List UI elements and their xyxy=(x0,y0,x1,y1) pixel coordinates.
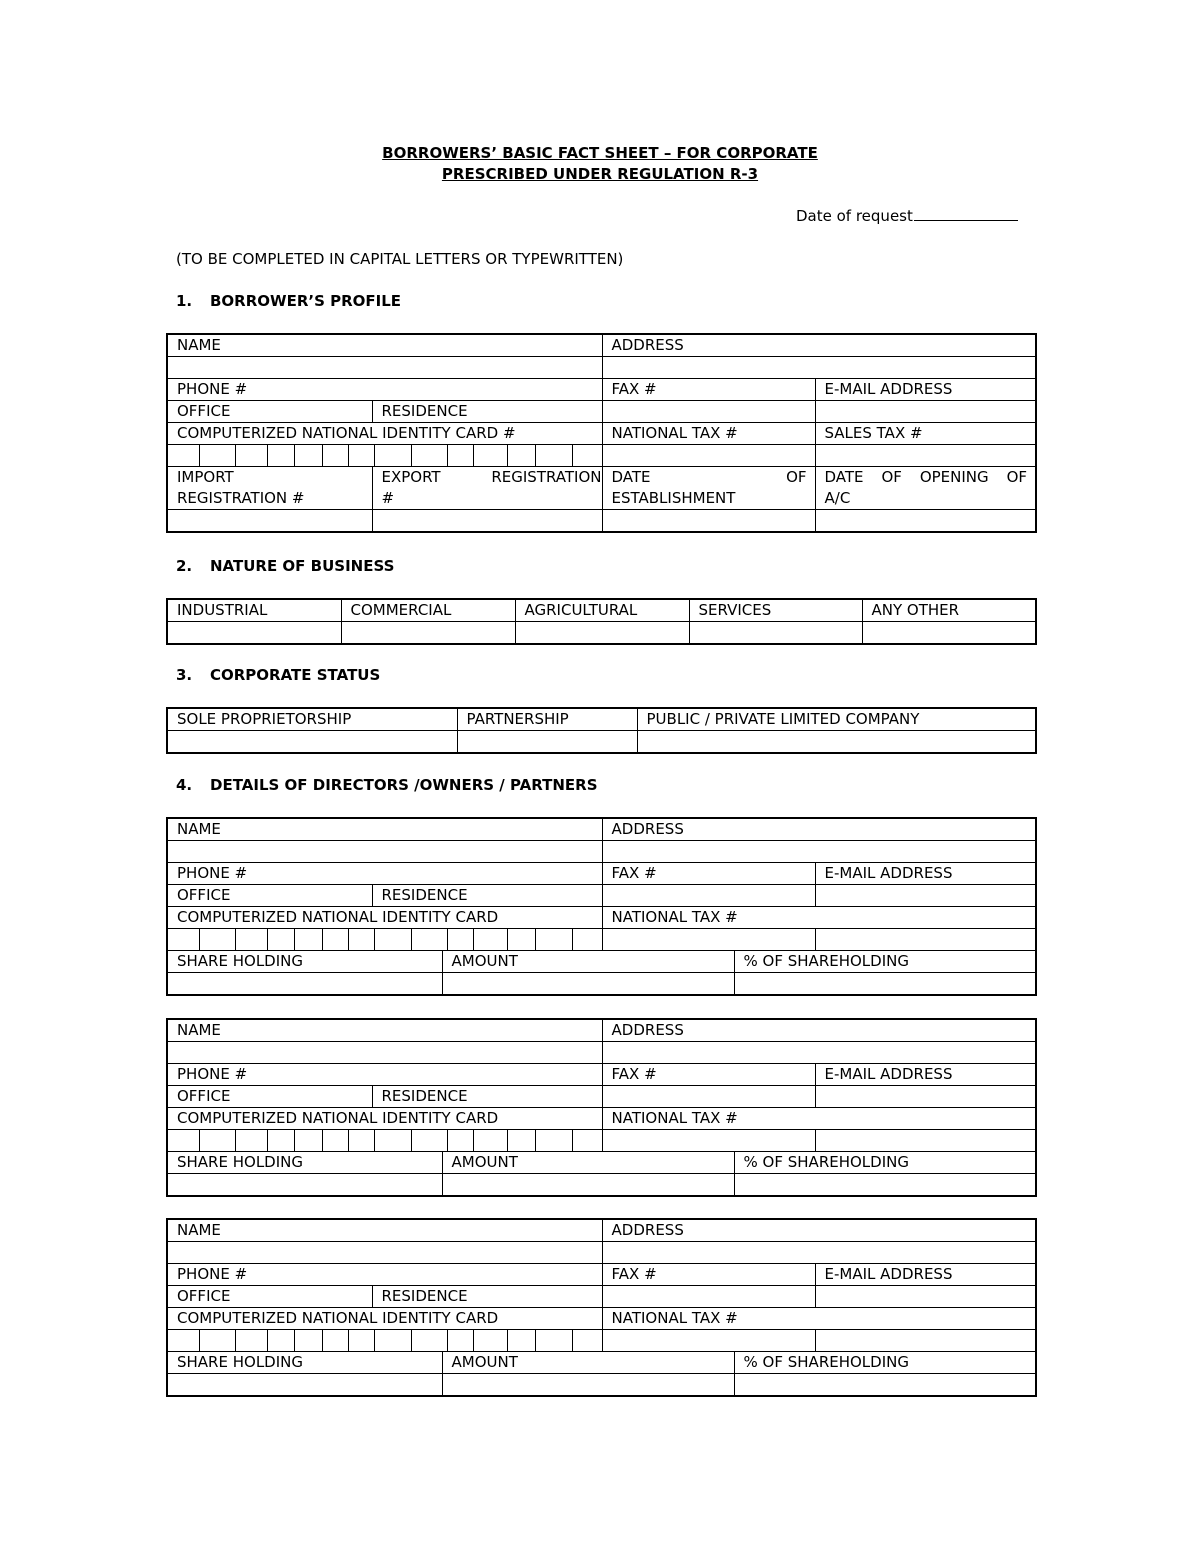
director-address-field[interactable] xyxy=(602,1242,1036,1264)
director-email-field[interactable] xyxy=(815,1086,1036,1108)
profile-address-label: ADDRESS xyxy=(602,334,1036,357)
section-3-heading: 3. CORPORATE STATUS xyxy=(176,666,381,684)
director-shareholding-field[interactable] xyxy=(167,1174,442,1197)
status-company-field[interactable] xyxy=(637,731,1036,754)
director-office-label[interactable]: OFFICE xyxy=(167,1086,372,1108)
director-ntn-extra-field[interactable] xyxy=(815,1130,1036,1152)
director-residence-label[interactable]: RESIDENCE xyxy=(372,885,602,907)
director-pct-label: % OF SHAREHOLDING xyxy=(734,1352,1036,1374)
director-office-label[interactable]: OFFICE xyxy=(167,1286,372,1308)
profile-address-field[interactable] xyxy=(602,357,1036,379)
director-address-label: ADDRESS xyxy=(602,1019,1036,1042)
director-cnic-label: COMPUTERIZED NATIONAL IDENTITY CARD xyxy=(167,1308,602,1330)
director-address-field[interactable] xyxy=(602,1042,1036,1064)
business-services-label: SERVICES xyxy=(689,599,862,622)
director-address-label: ADDRESS xyxy=(602,818,1036,841)
status-sole-label: SOLE PROPRIETORSHIP xyxy=(167,708,457,731)
director-email-label: E-MAIL ADDRESS xyxy=(815,1064,1036,1086)
director-name-field[interactable] xyxy=(167,1042,602,1064)
status-partnership-label: PARTNERSHIP xyxy=(457,708,637,731)
business-other-field[interactable] xyxy=(862,622,1036,645)
director-pct-field[interactable] xyxy=(734,1174,1036,1197)
director-cnic-boxes[interactable] xyxy=(167,929,602,951)
director-amount-field[interactable] xyxy=(442,973,734,996)
director-cnic-boxes[interactable] xyxy=(167,1130,602,1152)
director-name-field[interactable] xyxy=(167,841,602,863)
director-cnic-label: COMPUTERIZED NATIONAL IDENTITY CARD xyxy=(167,1108,602,1130)
business-commercial-label: COMMERCIAL xyxy=(341,599,515,622)
profile-establishment-label: DATE OF ESTABLISHMENT xyxy=(602,467,815,510)
profile-name-label: NAME xyxy=(167,334,602,357)
director-name-field[interactable] xyxy=(167,1242,602,1264)
business-other-label: ANY OTHER xyxy=(862,599,1036,622)
profile-email-label: E-MAIL ADDRESS xyxy=(815,379,1036,401)
director-table-3 xyxy=(166,1218,1037,1397)
director-pct-label: % OF SHAREHOLDING xyxy=(734,951,1036,973)
profile-fax-label: FAX # xyxy=(602,379,815,401)
form-instruction: (TO BE COMPLETED IN CAPITAL LETTERS OR TYPEWRITTEN) xyxy=(176,250,624,268)
status-company-label: PUBLIC / PRIVATE LIMITED COMPANY xyxy=(637,708,1036,731)
director-cnic-label: COMPUTERIZED NATIONAL IDENTITY CARD xyxy=(167,907,602,929)
profile-export-label: EXPORT REGISTRATION # xyxy=(372,467,602,510)
director-name-label: NAME xyxy=(167,818,602,841)
director-email-label: E-MAIL ADDRESS xyxy=(815,863,1036,885)
director-cnic-boxes[interactable] xyxy=(167,1330,602,1352)
profile-ntn-label: NATIONAL TAX # xyxy=(602,423,815,445)
director-ntn-label: NATIONAL TAX # xyxy=(602,1108,1036,1130)
director-ntn-extra-field[interactable] xyxy=(815,929,1036,951)
profile-account-opening-label: DATE OF OPENING OF A/C xyxy=(815,467,1036,510)
director-table-2 xyxy=(166,1018,1037,1197)
profile-fax-field[interactable] xyxy=(602,401,815,423)
director-ntn-field[interactable] xyxy=(602,1130,815,1152)
director-fax-field[interactable] xyxy=(602,1086,815,1108)
director-name-label: NAME xyxy=(167,1019,602,1042)
director-ntn-field[interactable] xyxy=(602,929,815,951)
status-partnership-field[interactable] xyxy=(457,731,637,754)
director-ntn-extra-field[interactable] xyxy=(815,1330,1036,1352)
director-ntn-field[interactable] xyxy=(602,1330,815,1352)
director-name-label: NAME xyxy=(167,1219,602,1242)
director-amount-label: AMOUNT xyxy=(442,951,734,973)
director-pct-field[interactable] xyxy=(734,1374,1036,1397)
profile-cnic-boxes[interactable] xyxy=(167,445,602,467)
section-2-heading: 2. NATURE OF BUSINESS xyxy=(176,557,395,575)
date-of-request-label: Date of request xyxy=(796,207,913,225)
corporate-status-table xyxy=(166,707,1037,754)
profile-stn-field[interactable] xyxy=(815,445,1036,467)
profile-office-label[interactable]: OFFICE xyxy=(167,401,372,423)
director-fax-label: FAX # xyxy=(602,1264,815,1286)
section-1-heading: 1. BORROWER’S PROFILE xyxy=(176,292,402,310)
date-of-request-field[interactable] xyxy=(914,208,1018,221)
director-amount-label: AMOUNT xyxy=(442,1352,734,1374)
profile-export-field[interactable] xyxy=(372,510,602,533)
profile-import-field[interactable] xyxy=(167,510,372,533)
business-industrial-field[interactable] xyxy=(167,622,341,645)
date-of-request xyxy=(796,207,1018,225)
director-shareholding-label: SHARE HOLDING xyxy=(167,1352,442,1374)
director-amount-field[interactable] xyxy=(442,1374,734,1397)
director-phone-label: PHONE # xyxy=(167,863,602,885)
director-fax-label: FAX # xyxy=(602,1064,815,1086)
business-services-field[interactable] xyxy=(689,622,862,645)
profile-account-opening-field[interactable] xyxy=(815,510,1036,533)
director-shareholding-label: SHARE HOLDING xyxy=(167,1152,442,1174)
borrower-profile-table xyxy=(166,333,1037,533)
status-sole-field[interactable] xyxy=(167,731,457,754)
director-residence-label[interactable]: RESIDENCE xyxy=(372,1086,602,1108)
business-agricultural-field[interactable] xyxy=(515,622,689,645)
business-industrial-label: INDUSTRIAL xyxy=(167,599,341,622)
director-fax-field[interactable] xyxy=(602,1286,815,1308)
director-ntn-label: NATIONAL TAX # xyxy=(602,1308,1036,1330)
business-commercial-field[interactable] xyxy=(341,622,515,645)
director-email-field[interactable] xyxy=(815,1286,1036,1308)
director-amount-label: AMOUNT xyxy=(442,1152,734,1174)
director-email-label: E-MAIL ADDRESS xyxy=(815,1264,1036,1286)
director-shareholding-field[interactable] xyxy=(167,973,442,996)
business-agricultural-label: AGRICULTURAL xyxy=(515,599,689,622)
director-phone-label: PHONE # xyxy=(167,1064,602,1086)
profile-establishment-field[interactable] xyxy=(602,510,815,533)
director-office-label[interactable]: OFFICE xyxy=(167,885,372,907)
profile-residence-label[interactable]: RESIDENCE xyxy=(372,401,602,423)
director-pct-field[interactable] xyxy=(734,973,1036,996)
profile-phone-label: PHONE # xyxy=(167,379,602,401)
director-pct-label: % OF SHAREHOLDING xyxy=(734,1152,1036,1174)
director-residence-label[interactable]: RESIDENCE xyxy=(372,1286,602,1308)
director-ntn-label: NATIONAL TAX # xyxy=(602,907,1036,929)
profile-email-field[interactable] xyxy=(815,401,1036,423)
director-shareholding-field[interactable] xyxy=(167,1374,442,1397)
director-fax-field[interactable] xyxy=(602,885,815,907)
form-subtitle: PRESCRIBED UNDER REGULATION R-3 xyxy=(441,165,759,183)
director-fax-label: FAX # xyxy=(602,863,815,885)
director-email-field[interactable] xyxy=(815,885,1036,907)
director-table-1 xyxy=(166,817,1037,996)
director-phone-label: PHONE # xyxy=(167,1264,602,1286)
profile-name-field[interactable] xyxy=(167,357,602,379)
section-4-heading: 4. DETAILS OF DIRECTORS /OWNERS / PARTNERS xyxy=(176,776,598,794)
director-amount-field[interactable] xyxy=(442,1174,734,1197)
profile-cnic-label: COMPUTERIZED NATIONAL IDENTITY CARD # xyxy=(167,423,602,445)
profile-stn-label: SALES TAX # xyxy=(815,423,1036,445)
director-address-field[interactable] xyxy=(602,841,1036,863)
nature-of-business-table xyxy=(166,598,1037,645)
director-address-label: ADDRESS xyxy=(602,1219,1036,1242)
profile-import-label: IMPORT REGISTRATION # xyxy=(167,467,372,510)
profile-ntn-field[interactable] xyxy=(602,445,815,467)
form-title: BORROWERS’ BASIC FACT SHEET – FOR CORPORATE xyxy=(382,144,818,162)
director-shareholding-label: SHARE HOLDING xyxy=(167,951,442,973)
